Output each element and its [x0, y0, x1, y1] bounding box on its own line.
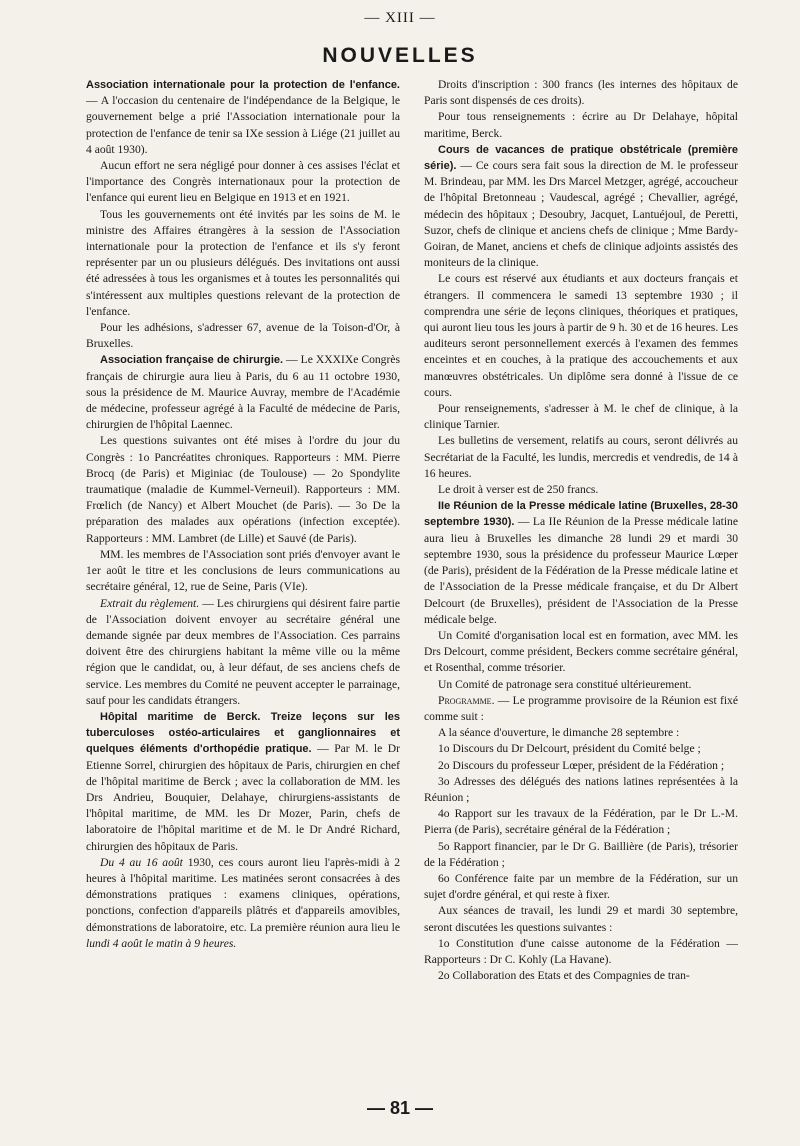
paragraph: Aux séances de travail, les lundi 29 et mardi 30 septembre, seront discutées les questions suivantes : — [424, 904, 738, 934]
list-item: 1o Constitution d'une caisse autonome de la Fédération — Rapporteurs : Dr C. Kohly (La Havane). — [424, 936, 738, 966]
paragraph: Aucun effort ne sera négligé pour donner à ces assises l'éclat et l'importance des Congrès internationaux pour la protection de l'enfance qui eurent lieu en Belgique en 1913 et en 1921. — [86, 159, 400, 205]
paragraph: Le cours est réservé aux étudiants et aux docteurs français et étrangers. Il commencera le samedi 13 septembre 1930 ; il comprendra une série de leçons cliniques, théoriques et pratiques, qui auront lieu tous les jours à partir de 9 h. 30 et de 16 heures. Les auditeurs seront personnellement exercés à l'examen des femmes enceintes et en couches, à la pratique des accouchements et aux manœuvres obstétricales. Un diplôme sera donné à l'issue de ce cours. — [424, 272, 738, 399]
section-heading: IIe Réunion de la Presse médicale latine (Bruxelles, 28-30 septembre 1930). — [424, 500, 738, 529]
paragraph: Du 4 au 16 août 1930, ces cours auront lieu l'après-midi à 2 heures à l'hôpital maritime. Les matinées seront consacrées à des démonstrations pratiques : examens cliniques, opérations, ponctions, confection d'appareils plâtrés et d'appareils amovibles, démonstrations de laboratoire, etc. La première réunion aura lieu le lundi 4 août le matin à 9 heures. — [86, 855, 401, 950]
list-item: 2o Discours du professeur Lœper, président de la Fédération ; — [438, 758, 725, 772]
paragraph: Extrait du règlement. — Les chirurgiens qui désirent faire partie de l'Association doivent envoyer au secrétaire général une demande signée par deux membres de l'Association. Ces parrains doivent être des chirurgiens habitant la même ville ou la même région que le candidat, ou, à leur défaut, de ses anciens chefs de service. Les membres du Comité ne peuvent accepter le parrainage, sauf pour les candidats étrangers. — [86, 596, 400, 707]
paragraph: Un Comité de patronage sera constitué ultérieurement. — [438, 677, 692, 691]
paragraph: Programme. — Le programme provisoire de la Réunion est fixé comme suit : — [424, 693, 738, 723]
page-title: NOUVELLES — [322, 44, 478, 67]
section-heading: Hôpital maritime de Berck. Treize leçons sur les tuberculoses ostéo-articulaires et ganglionnaires et quelques éléments d'orthopédie pratique. — [86, 710, 400, 756]
list-item: 6o Conférence faite par un membre de la Fédération, sur un sujet d'ordre général, et qui reste à fixer. — [424, 871, 738, 902]
paragraph: Les bulletins de versement, relatifs au cours, seront délivrés au Secrétariat de la Faculté, les lundis, mercredis et vendredis, de 14 à 16 heures. — [424, 434, 738, 480]
paragraph: Association internationale pour la protection de l'enfance. — A l'occasion du centenaire de l'indépendance de la Belgique, le gouvernement belge a prié l'Association internationale pour la protection de l'enfance de tenir sa IXe session à Liége (21 juillet au 4 août 1930). — [86, 79, 400, 156]
section-heading: Association internationale pour la protection de l'enfance. — [86, 79, 400, 91]
list-item: 1o Discours du Dr Delcourt, président du Comité belge ; — [438, 742, 701, 756]
paragraph: Pour tous renseignements : écrire au Dr Delahaye, hôpital maritime, Berck. — [424, 110, 738, 140]
list-item: 4o Rapport sur les travaux de la Fédération, par le Dr L.-M. Pierra (de Paris), secrétaire général de la Fédération ; — [424, 807, 738, 837]
running-header: — XIII — — [364, 10, 436, 26]
paragraph: MM. les membres de l'Association sont priés d'envoyer avant le 1er août le titre et les conclusions de leurs communications au secrétaire général, 12, rue de Seine, Paris (VIe). — [86, 547, 400, 594]
paragraph: Pour renseignements, s'adresser à M. le chef de clinique, à la clinique Tarnier. — [424, 402, 738, 432]
paragraph: Pour les adhésions, s'adresser 67, avenue de la Toison-d'Or, à Bruxelles. — [86, 321, 400, 351]
paragraph: Les questions suivantes ont été mises à l'ordre du jour du Congrès : 1o Pancréatites chroniques. Rapporteurs : MM. Pierre Brocq (de Paris) et Miginiac (de Toulouse) — 2o Spondylite traumatique (maladie de Kummel-Verneuil). Rapporteurs : MM. Frœlich (de Nancy) et Albert Mouchet (de Paris). — 3o De la préparation des malades aux opérations (infection exceptée). Rapporteurs : MM. Lambret (de Lille) et Sauvé (de Paris). — [86, 434, 400, 545]
paragraph: Cours de vacances de pratique obstétricale (première série). — Ce cours sera fait sous la direction de M. le professeur M. Brindeau, par MM. les Drs Marcel Metzger, agrégé, accoucheur de l'hôpital Bretonneau ; Vaudescal, agrégé ; Chevallier, agrégé, médecin des hôpitaux ; Desoubry, Jacquet, Lantuéjoul, de Peretti, Suzor, chefs de clinique et anciens chefs de clinique ; Mme Bardy-Goiran, de Manet, anciens et chefs de clinique adjoints assistés des moniteurs de la clinique. — [424, 143, 738, 270]
paragraph: Association française de chirurgie. — Le XXXIXe Congrès français de chirurgie aura lieu à Paris, du 6 au 11 octobre 1930, sous la présidence de M. Maurice Auvray, membre de l'Académie de médecine, professeur agrégé à la Faculté de médecine de Paris, chirurgien de l'hôpital Laennec. — [86, 353, 400, 432]
paragraph: Tous les gouvernements ont été invités par les soins de M. le ministre des Affaires étrangères à la session de l'Association internationale pour la protection de l'enfance et ils s'y feront représenter par un ou plusieurs délégués. Des invitations ont aussi été adressées à tous les organismes et à toutes les personnalités qui s'intéressent aux multiples questions relevant de la protection de l'enfance. — [86, 207, 400, 318]
list-item: 2o Collaboration des Etats et des Compagnies de tran- — [438, 969, 690, 983]
section-heading: Association française de chirurgie. — [100, 354, 284, 367]
paragraph: Hôpital maritime de Berck. Treize leçons sur les tuberculoses ostéo-articulaires et ganglionnaires et quelques éléments d'orthopédie pratique. — Par M. le Dr Etienne Sorrel, chirurgien des hôpitaux de Paris, chirurgien en chef de l'hôpital maritime de Berck ; avec la collaboration de MM. les Drs Andrieu, Bouquier, Delahaye, chirurgiens-assistants de l'hôpital maritime, de MM. les Dr Mozer, Parin, chefs de laboratoire de l'hôpital maritime et de M. le Dr André Richard, chirurgien des hôpitaux de Paris. — [86, 710, 400, 853]
left-column — [86, 77, 400, 984]
list-item: 3o Adresses des délégués des nations latines représentées à la Réunion ; — [424, 774, 738, 804]
right-column — [424, 77, 738, 984]
article-columns — [86, 77, 738, 984]
paragraph: IIe Réunion de la Presse médicale latine (Bruxelles, 28-30 septembre 1930). — La IIe Réunion de la Presse médicale latine aura lieu à Bruxelles les dimanche 28 lundi 29 et mardi 30 septembre 1930, sous la présidence du professeur Maurice Lœper (de Paris), président de la Fédération de la Presse médicale latine et de l'Association de la Presse médicale française, et du Dr Albert Delcourt (de Bruxelles), président de l'Association de la Presse médicale belge. — [424, 500, 738, 626]
paragraph: Un Comité d'organisation local est en formation, avec MM. les Drs Delcourt, comme président, Beckers comme secrétaire général, et Rosenthal, comme trésorier. — [424, 628, 738, 675]
paragraph: Le droit à verser est de 250 francs. — [438, 483, 599, 497]
page-number: — 81 — — [366, 1098, 434, 1118]
section-heading: Cours de vacances de pratique obstétricale (première série). — [424, 143, 738, 173]
paragraph: A la séance d'ouverture, le dimanche 28 septembre : — [438, 726, 680, 740]
list-item: 5o Rapport financier, par le Dr G. Baillière (de Paris), trésorier de la Fédération ; — [424, 839, 738, 869]
paragraph: Droits d'inscription : 300 francs (les internes des hôpitaux de Paris sont dispensés de ces droits). — [424, 78, 738, 108]
